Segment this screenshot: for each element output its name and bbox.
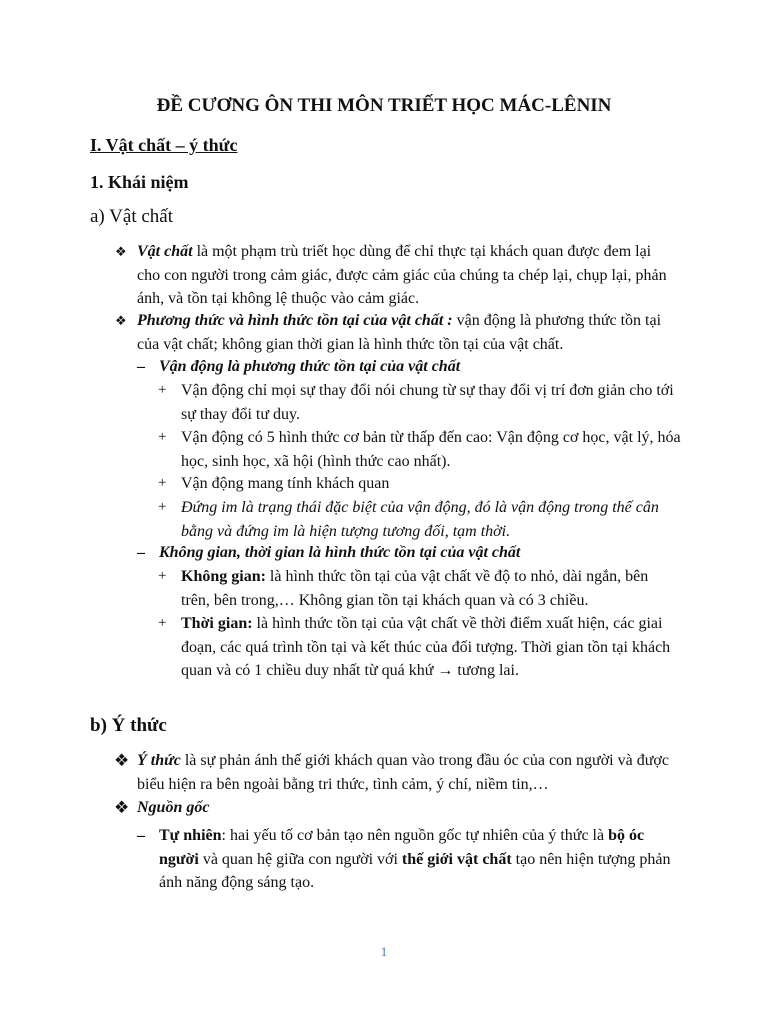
plus-bullet-icon: + — [158, 615, 167, 631]
tu-nhien-text-3: tạo nên hiện tượng phản ánh năng động sáng tạo. — [159, 850, 671, 891]
term-bo-oc-nguoi: bộ óc người — [159, 827, 645, 868]
paragraph-tu-nhien — [159, 824, 679, 895]
list-item-van-dong-4: Đứng im là trạng thái đặc biệt của vận động, đó là vận động trong thế cân bằng và đứng im là hiện tượng tương đối, tạm thời. — [181, 499, 659, 540]
term-the-gioi-vat-chat: thế giới vật chất — [401, 850, 512, 868]
dash-heading-van-dong: Vận động là phương thức tồn tại của vật chất — [159, 358, 461, 375]
term-phuong-thuc: Phương thức và hình thức tồn tại của vật chất : — [137, 312, 453, 329]
dash-bullet-icon: – — [137, 827, 145, 844]
list-item-van-dong-1: Vận động chỉ mọi sự thay đổi nói chung từ sự thay đổi vị trí đơn giản cho tới sự thay đổi tư duy. — [181, 382, 674, 423]
phuong-thuc-text: vận động là phương thức tồn tại của vật chất; không gian thời gian là hình thức tồn tại của vật chất. — [137, 312, 662, 353]
plus-bullet-icon: + — [158, 382, 167, 398]
tu-nhien-text-1: : hai yếu tố cơ bản tạo nên nguồn gốc tự nhiên của ý thức là — [221, 827, 609, 844]
dash-bullet-icon: – — [137, 544, 145, 561]
definition-text: là một phạm trù triết học dùng để chỉ thực tại khách quan được đem lại cho con người trong cảm giác, được cảm giác của chúng ta chép lại, chụp lại, phản ánh, và tồn tại không lệ thuộc vào cảm giác. — [137, 243, 667, 307]
plus-bullet-icon: + — [158, 568, 167, 584]
section-heading-vat-chat-y-thuc: I. Vật chất – ý thức — [90, 135, 238, 155]
term-thoi-gian: Thời gian: — [181, 615, 253, 632]
dash-bullet-icon: – — [137, 358, 145, 375]
paragraph-y-thuc-definition — [137, 749, 682, 796]
heading-nguon-goc: Nguồn gốc — [137, 799, 210, 816]
diamond-star-bullet-icon: ❖ — [114, 751, 130, 770]
list-item-thoi-gian — [181, 612, 681, 683]
term-vat-chat: Vật chất — [137, 243, 193, 260]
list-item-van-dong-3: Vận động mang tính khách quan — [181, 475, 390, 492]
term-y-thuc: Ý thức — [137, 752, 181, 769]
khong-gian-text: là hình thức tồn tại của vật chất về độ to nhỏ, dài ngắn, bên trên, bên trong,… Không gian tồn tại khách quan và có 3 chiều. — [181, 568, 649, 609]
term-tu-nhien: Tự nhiên — [159, 827, 222, 844]
list-item-khong-gian — [181, 565, 681, 612]
plus-bullet-icon: + — [158, 429, 167, 445]
subheading-khai-niem: 1. Khái niệm — [90, 172, 189, 192]
plus-bullet-icon: + — [158, 475, 167, 491]
thoi-gian-text: là hình thức tồn tại của vật chất về thời điểm xuất hiện, các giai đoạn, các quá trình tồn tại và kết thúc của đối tượng. Thời gian tồn tại khách quan và có 1 chiều duy nhất từ quá khứ → tương lai. — [181, 615, 671, 679]
paragraph-vat-chat-definition — [137, 240, 677, 311]
page-number: 1 — [380, 944, 388, 959]
tu-nhien-text-2: và quan hệ giữa con người với — [198, 850, 402, 868]
subheading-vat-chat: a) Vật chất — [90, 206, 173, 227]
diamond-star-bullet-icon: ❖ — [115, 313, 127, 328]
y-thuc-text: là sự phản ánh thế giới khách quan vào trong đầu óc của con người và được biểu hiện ra bên ngoài bằng tri thức, tình cảm, ý chí, niềm tin,… — [137, 752, 669, 793]
document-title: ĐỀ CƯƠNG ÔN THI MÔN TRIẾT HỌC MÁC-LÊNIN — [156, 95, 612, 116]
diamond-star-bullet-icon: ❖ — [114, 798, 130, 817]
subheading-y-thuc: b) Ý thức — [90, 715, 167, 736]
plus-bullet-icon: + — [158, 499, 167, 515]
paragraph-phuong-thuc-hinh-thuc — [137, 309, 677, 356]
dash-heading-khong-gian-thoi-gian: Không gian, thời gian là hình thức tồn tại của vật chất — [159, 544, 521, 561]
term-khong-gian: Không gian: — [181, 568, 266, 585]
diamond-star-bullet-icon: ❖ — [115, 244, 127, 259]
list-item-van-dong-2: Vận động có 5 hình thức cơ bản từ thấp đến cao: Vận động cơ học, vật lý, hóa học, sinh học, xã hội (hình thức cao nhất). — [181, 429, 681, 470]
